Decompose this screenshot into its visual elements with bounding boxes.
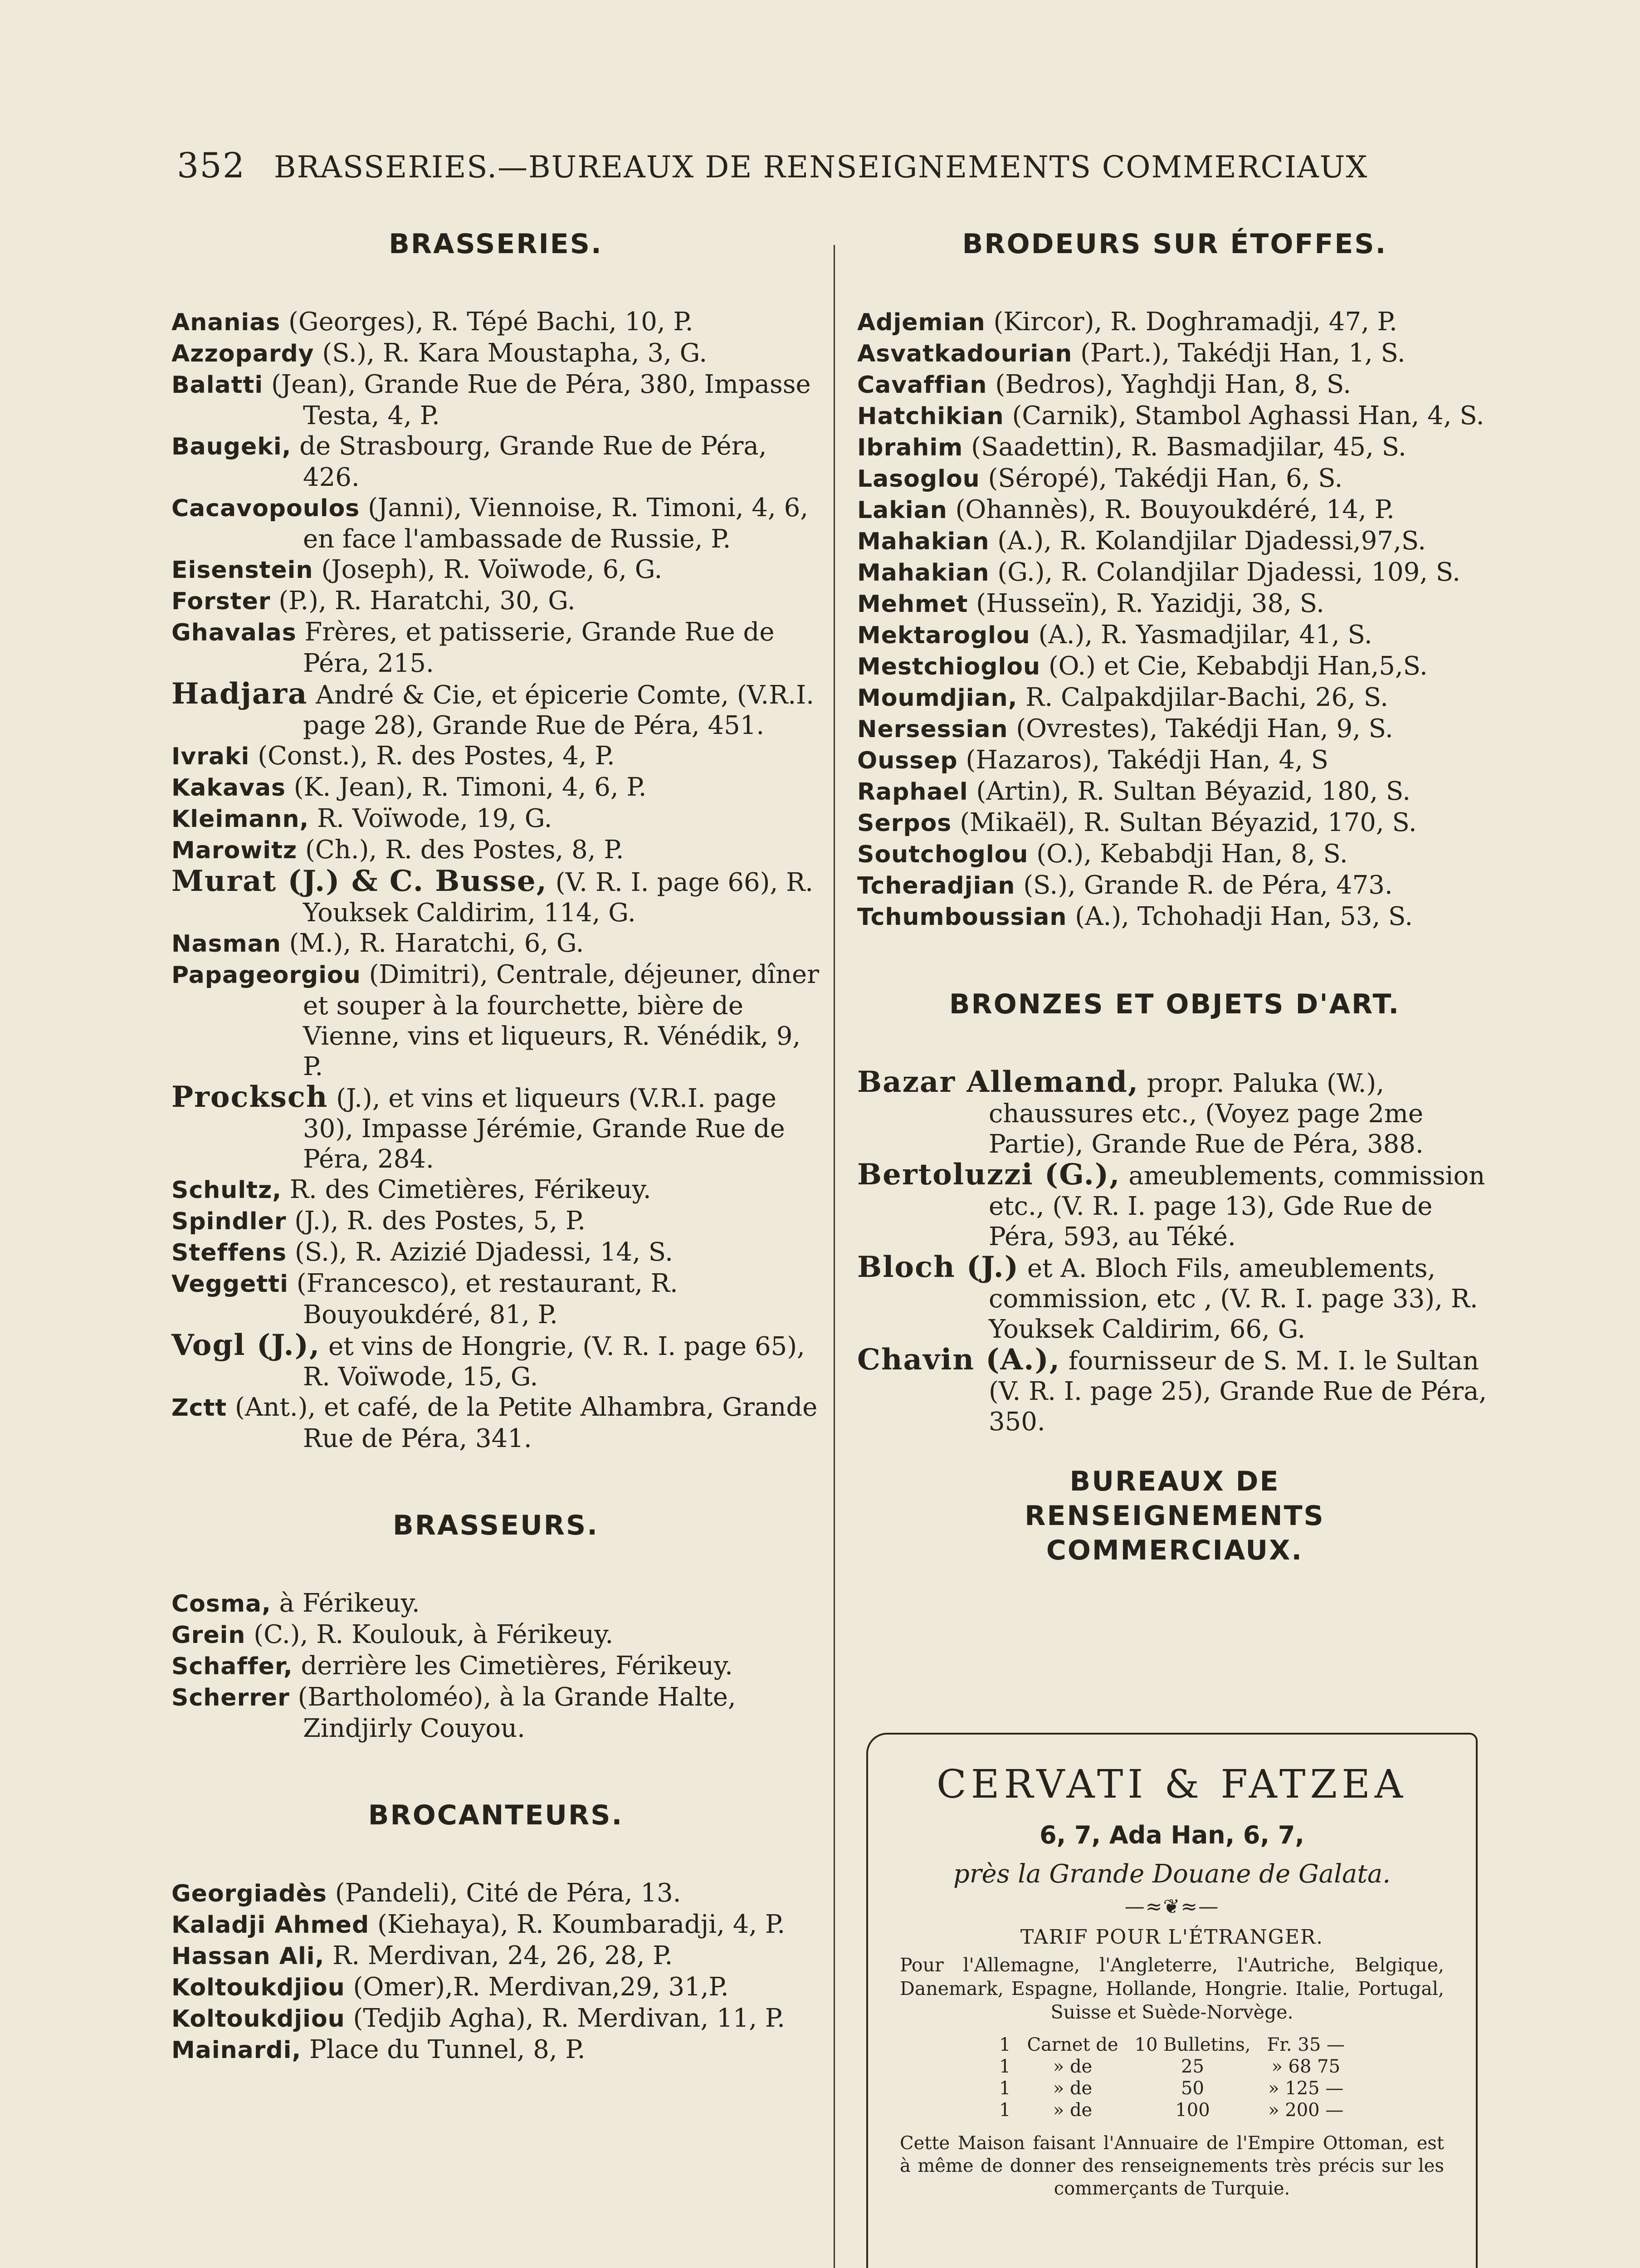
entry-name: Tcheradjian	[857, 872, 1015, 899]
ad-tarif-title: TARIF POUR L'ÉTRANGER.	[1020, 1926, 1324, 1949]
directory-entry	[171, 803, 820, 835]
directory-entry	[171, 835, 820, 866]
directory-entry	[171, 586, 820, 617]
entry-details: à Férikeuy.	[271, 1589, 420, 1618]
directory-entry	[171, 617, 820, 679]
entry-name: Hadjara	[171, 677, 308, 711]
entry-name: Ananias	[171, 309, 281, 336]
entry-name: Papageorgiou	[171, 962, 361, 989]
entry-details: propr. Paluka (W.), chaussures etc., (Voyez page 2me Partie), Grande Rue de Péra, 388.	[989, 1069, 1424, 1159]
entry-name: Mahakian	[857, 528, 990, 555]
directory-entry	[857, 338, 1492, 369]
entry-name: Nersessian	[857, 716, 1008, 743]
ad-address: 6, 7, Ada Han, 6, 7,	[1040, 1821, 1304, 1849]
rate-item: » de	[1053, 2056, 1093, 2077]
entry-details: (Ovrestes), Takédji Han, 9, S.	[1008, 714, 1393, 743]
directory-entry	[857, 901, 1492, 933]
entry-name: Schultz,	[171, 1177, 282, 1204]
entry-details: (A.), R. Yasmadjilar, 41, S.	[1030, 620, 1372, 650]
entry-details: (Kircor), R. Doghramadji, 47, P.	[985, 307, 1397, 337]
entry-name: Bazar Allemand,	[857, 1065, 1139, 1099]
entry-name: Asvatkadourian	[857, 340, 1073, 367]
page-header	[177, 145, 1474, 200]
entry-name: Mektaroglou	[857, 622, 1030, 649]
entry-details: R. Merdivan, 24, 26, 28, P.	[324, 1941, 673, 1970]
bronzes-list	[857, 1067, 1492, 1437]
directory-entry	[857, 557, 1492, 588]
entry-details: (S.), Grande R. de Péra, 473.	[1015, 870, 1393, 900]
entry-name: Ibrahim	[857, 434, 963, 461]
entry-name: Eisenstein	[171, 557, 313, 584]
left-column	[171, 227, 820, 2066]
entry-details: (O.), Kebabdji Han, 8, S.	[1028, 839, 1348, 869]
entry-name: Mainardi,	[171, 2037, 302, 2064]
entry-details: (Const.), R. des Postes, 4, P.	[249, 741, 615, 771]
entry-name: Steffens	[171, 1239, 287, 1266]
entry-details: fournisseur de S. M. I. le Sultan (V. R. I. page 25), Grande Rue de Péra, 350.	[989, 1346, 1487, 1437]
entry-name: Mestchioglou	[857, 653, 1041, 680]
directory-entry	[857, 1067, 1492, 1159]
entry-details: et A. Bloch Fils, ameublements, commission, etc , (V. R. I. page 33), R. Youksek Caldirim, 66, G.	[989, 1254, 1478, 1344]
directory-entry	[857, 1344, 1492, 1437]
directory-entry	[171, 928, 820, 959]
directory-entry	[171, 741, 820, 772]
entry-details: (V. R. I. page 66), R. Youksek Caldirim, 114, G.	[303, 868, 814, 928]
directory-entry	[171, 772, 820, 803]
directory-entry	[171, 1682, 820, 1744]
directory-entry	[857, 1252, 1492, 1344]
directory-entry	[171, 1588, 820, 1619]
rate-qty: 1	[999, 2078, 1011, 2099]
directory-entry	[171, 1619, 820, 1651]
entry-name: Vogl (J.),	[171, 1328, 321, 1362]
entry-details: (Kiehaya), R. Koumbaradji, 4, P.	[369, 1910, 786, 1939]
entry-details: (Dimitri), Centrale, déjeuner, dîner et souper à la fourchette, bière de Vienne, vins et liqueurs, R. Vénédik, 9, P.	[303, 960, 819, 1081]
directory-entry	[171, 338, 820, 369]
rate-price: » 200 —	[1268, 2100, 1344, 2121]
ornament-icon: —≈❦≈—	[1124, 1895, 1220, 1918]
entry-name: Cavaffian	[857, 371, 987, 399]
ad-location: près la Grande Douane de Galata.	[953, 1859, 1391, 1889]
entry-name: Zctt	[171, 1394, 227, 1422]
entry-name: Oussep	[857, 747, 958, 774]
right-column	[857, 227, 1492, 1586]
entry-details: (A.), R. Kolandjilar Djadessi,97,S.	[989, 526, 1426, 556]
directory-entry	[857, 307, 1492, 338]
rate-item: Carnet de	[1027, 2034, 1118, 2055]
directory-entry	[171, 1174, 820, 1206]
rate-price: » 68 75	[1271, 2056, 1341, 2077]
entry-name: Kleimann,	[171, 806, 309, 833]
directory-entry	[171, 1972, 820, 2003]
rate-row	[991, 2056, 1353, 2077]
rate-price: Fr. 35 —	[1267, 2034, 1345, 2055]
entry-name: Lasoglou	[857, 465, 980, 493]
entry-name: Bertoluzzi (G.),	[857, 1158, 1121, 1192]
entry-name: Azzopardy	[171, 340, 314, 367]
entry-name: Bloch (J.)	[857, 1250, 1020, 1284]
rate-item: » de	[1053, 2078, 1093, 2099]
entry-details: (S.), R. Kara Moustapha, 3, G.	[314, 338, 708, 368]
directory-entry	[857, 1159, 1492, 1252]
entry-name: Ghavalas	[171, 619, 297, 646]
entry-name: Adjemian	[857, 309, 986, 336]
directory-entry	[857, 432, 1492, 463]
entry-details: (Bartholoméo), à la Grande Halte, Zindjirly Couyou.	[289, 1682, 736, 1743]
entry-details: (Tedjib Agha), R. Merdivan, 11, P.	[345, 2004, 785, 2033]
directory-entry	[171, 866, 820, 928]
directory-entry	[857, 588, 1492, 620]
section-title-brasseurs: BRASSEURS.	[392, 1510, 599, 1541]
directory-entry	[171, 1237, 820, 1268]
directory-entry	[171, 959, 820, 1082]
ad-firm-name: CERVATI & FATZEA	[936, 1762, 1408, 1807]
entry-details: derrière les Cimetières, Férikeuy.	[293, 1651, 733, 1681]
directory-entry	[857, 526, 1492, 557]
directory-entry	[857, 714, 1492, 745]
entry-details: (Joseph), R. Voïwode, 6, G.	[313, 555, 663, 584]
directory-entry	[857, 463, 1492, 494]
rate-count: 100	[1175, 2100, 1210, 2121]
entry-name: Scherrer	[171, 1684, 290, 1711]
rate-row	[991, 2034, 1353, 2056]
entry-name: Koltoukdjiou	[171, 2005, 345, 2033]
directory-entry	[857, 745, 1492, 776]
rate-price: » 125 —	[1268, 2078, 1344, 2099]
entry-name: Baugeki,	[171, 433, 292, 460]
entry-name: Mahakian	[857, 559, 990, 587]
directory-entry	[857, 682, 1492, 714]
entry-name: Schaffer,	[171, 1653, 293, 1680]
entry-name: Raphael	[857, 778, 968, 806]
entry-name: Procksch	[171, 1080, 328, 1114]
entry-details: (Bedros), Yaghdji Han, 8, S.	[987, 370, 1352, 399]
entry-details: André & Cie, et épicerie Comte, (V.R.I. page 28), Grande Rue de Péra, 451.	[303, 680, 815, 740]
entry-details: (Husseïn), R. Yazidji, 38, S.	[968, 589, 1324, 618]
rate-count: 50	[1181, 2078, 1204, 2099]
entry-details: (Mikaël), R. Sultan Béyazid, 170, S.	[952, 808, 1417, 837]
directory-entry	[171, 1268, 820, 1330]
entry-name: Georgiadès	[171, 1880, 327, 1907]
entry-details: Place du Tunnel, 8, P.	[301, 2035, 586, 2064]
directory-entry	[171, 1082, 820, 1174]
column-divider	[834, 245, 835, 2268]
rate-count: 10 Bulletins,	[1134, 2034, 1251, 2055]
section-title-bureaux: BUREAUX DE RENSEIGNEMENTS COMMERCIAUX.	[1025, 1466, 1325, 1566]
entry-name: Kakavas	[171, 774, 286, 802]
entry-details: R. Calpakdjilar-Bachi, 26, S.	[1017, 683, 1388, 712]
entry-details: (C.), R. Koulouk, à Férikeuy.	[245, 1620, 614, 1649]
running-title: BRASSERIES.—BUREAUX DE RENSEIGNEMENTS COMMERCIAUX	[274, 150, 1368, 185]
directory-entry	[857, 401, 1492, 432]
entry-details: (Francesco), et restaurant, R. Bouyoukdéré, 81, P.	[288, 1269, 678, 1330]
entry-details: Frères, et patisserie, Grande Rue de Péra, 215.	[296, 617, 775, 678]
entry-details: (J.), R. des Postes, 5, P.	[286, 1206, 586, 1236]
directory-entry	[857, 839, 1492, 870]
directory-entry	[171, 369, 820, 431]
directory-entry	[171, 1909, 820, 1941]
entry-details: R. Voïwode, 19, G.	[309, 804, 552, 833]
entry-name: Kaladji Ahmed	[171, 1911, 370, 1939]
directory-entry	[857, 870, 1492, 901]
entry-name: Lakian	[857, 497, 947, 524]
entry-details: (Hazaros), Takédji Han, 4, S	[957, 745, 1328, 775]
directory-entry	[857, 620, 1492, 651]
entry-name: Cosma,	[171, 1590, 271, 1618]
entry-name: Hatchikian	[857, 403, 1004, 430]
directory-entry	[857, 807, 1492, 839]
rate-row	[991, 2077, 1353, 2099]
entry-name: Chavin (A.),	[857, 1343, 1061, 1377]
entry-name: Mehmet	[857, 591, 968, 618]
entry-name: Spindler	[171, 1208, 287, 1235]
entry-details: (J.), et vins et liqueurs (V.R.I. page 30), Impasse Jérémie, Grande Rue de Péra, 284.	[303, 1084, 785, 1174]
rate-qty: 1	[999, 2056, 1011, 2077]
advertisement-box	[866, 1733, 1478, 2268]
entry-name: Hassan Ali,	[171, 1943, 325, 1970]
entry-details: (Janni), Viennoise, R. Timoni, 4, 6, en face l'ambassade de Russie, P.	[303, 493, 809, 554]
directory-entry	[857, 494, 1492, 526]
entry-details: (S.), R. Azizié Djadessi, 14, S.	[287, 1237, 673, 1267]
entry-details: (K. Jean), R. Timoni, 4, 6, P.	[286, 772, 647, 802]
entry-name: Serpos	[857, 810, 952, 837]
entry-details: (Part.), Takédji Han, 1, S.	[1072, 338, 1406, 368]
brasseurs-list	[171, 1588, 820, 1744]
entry-name: Tchumboussian	[857, 904, 1067, 931]
directory-entry	[857, 369, 1492, 401]
entry-name: Balatti	[171, 371, 264, 399]
entry-details: et vins de Hongrie, (V. R. I. page 65), R. Voïwode, 15, G.	[303, 1332, 805, 1392]
directory-entry	[171, 1878, 820, 1909]
ad-rates-table	[991, 2034, 1353, 2121]
ad-note: Cette Maison faisant l'Annuaire de l'Empire Ottoman, est à même de donner des renseignements très précis sur les commerçants de Turquie.	[900, 2133, 1444, 2199]
entry-details: (Séropé), Takédji Han, 6, S.	[980, 464, 1343, 493]
entry-name: Nasman	[171, 930, 281, 958]
rate-row	[991, 2099, 1353, 2121]
entry-details: de Strasbourg, Grande Rue de Péra, 426.	[291, 431, 767, 492]
entry-details: (G.), R. Colandjilar Djadessi, 109, S.	[989, 557, 1461, 587]
entry-details: (Omer),R. Merdivan,29, 31,P.	[345, 1972, 729, 2002]
entry-name: Murat (J.) & C. Busse,	[171, 864, 547, 898]
entry-details: ameublements, commission etc., (V. R. I. page 13), Gde Rue de Péra, 593, au Téké.	[989, 1161, 1485, 1251]
entry-name: Ivraki	[171, 743, 250, 770]
entry-details: (Carnik), Stambol Aghassi Han, 4, S.	[1004, 401, 1484, 430]
section-title-bronzes: BRONZES ET OBJETS D'ART.	[949, 988, 1401, 1020]
section-title-brasseries: BRASSERIES.	[389, 228, 603, 260]
entry-details: (Ch.), R. des Postes, 8, P.	[297, 835, 624, 865]
rate-count: 25	[1181, 2056, 1204, 2077]
entry-details: (A.), Tchohadji Han, 53, S.	[1067, 902, 1413, 931]
entry-name: Forster	[171, 588, 271, 615]
directory-entry	[171, 2003, 820, 2034]
directory-entry	[171, 1330, 820, 1392]
section-title-brocanteurs: BROCANTEURS.	[368, 1799, 624, 1831]
entry-details: (P.), R. Haratchi, 30, G.	[270, 586, 576, 616]
directory-entry	[857, 776, 1492, 807]
directory-entry	[171, 1206, 820, 1237]
entry-name: Grein	[171, 1622, 246, 1649]
rate-item: » de	[1053, 2100, 1093, 2121]
directory-entry	[171, 493, 820, 554]
entry-details: (M.), R. Haratchi, 6, G.	[281, 929, 584, 958]
entry-details: (Georges), R. Tépé Bachi, 10, P.	[280, 307, 693, 337]
ad-countries: Pour l'Allemagne, l'Angleterre, l'Autriche, Belgique, Danemark, Espagne, Hollande, Hongrie. Italie, Portugal, Suisse et Suède-Norvège.	[900, 1954, 1444, 2023]
section-title-brodeurs: BRODEURS SUR ÉTOFFES.	[962, 228, 1387, 260]
rate-qty: 1	[999, 2034, 1011, 2055]
page-number: 352	[177, 145, 246, 186]
directory-entry	[171, 1941, 820, 1972]
entry-name: Veggetti	[171, 1271, 288, 1298]
directory-entry	[171, 1392, 820, 1454]
entry-details: (Pandeli), Cité de Péra, 13.	[327, 1878, 681, 1908]
brocanteurs-list	[171, 1878, 820, 2066]
directory-entry	[171, 554, 820, 586]
entry-details: (Ant.), et café, de la Petite Alhambra, Grande Rue de Péra, 341.	[227, 1393, 818, 1453]
entry-name: Marowitz	[171, 837, 298, 864]
directory-entry	[171, 1651, 820, 1682]
entry-details: (Jean), Grande Rue de Péra, 380, Impasse Testa, 4, P.	[263, 370, 811, 430]
entry-name: Koltoukdjiou	[171, 1974, 345, 2001]
directory-entry	[171, 679, 820, 741]
rate-qty: 1	[999, 2100, 1011, 2121]
brasseries-list	[171, 307, 820, 1454]
entry-name: Moumdjian,	[857, 684, 1018, 712]
entry-name: Soutchoglou	[857, 841, 1029, 868]
entry-details: (Artin), R. Sultan Béyazid, 180, S.	[968, 777, 1411, 806]
entry-name: Cacavopoulos	[171, 495, 360, 522]
brodeurs-list	[857, 307, 1492, 933]
directory-entry	[171, 2034, 820, 2066]
directory-entry	[171, 431, 820, 493]
entry-details: (Saadettin), R. Basmadjilar, 45, S.	[963, 432, 1406, 462]
directory-entry	[171, 307, 820, 338]
entry-details: R. des Cimetières, Férikeuy.	[282, 1175, 651, 1204]
entry-details: (O.) et Cie, Kebabdji Han,5,S.	[1040, 651, 1428, 681]
entry-details: (Ohannès), R. Bouyoukdéré, 14, P.	[947, 495, 1395, 524]
directory-entry	[857, 651, 1492, 682]
